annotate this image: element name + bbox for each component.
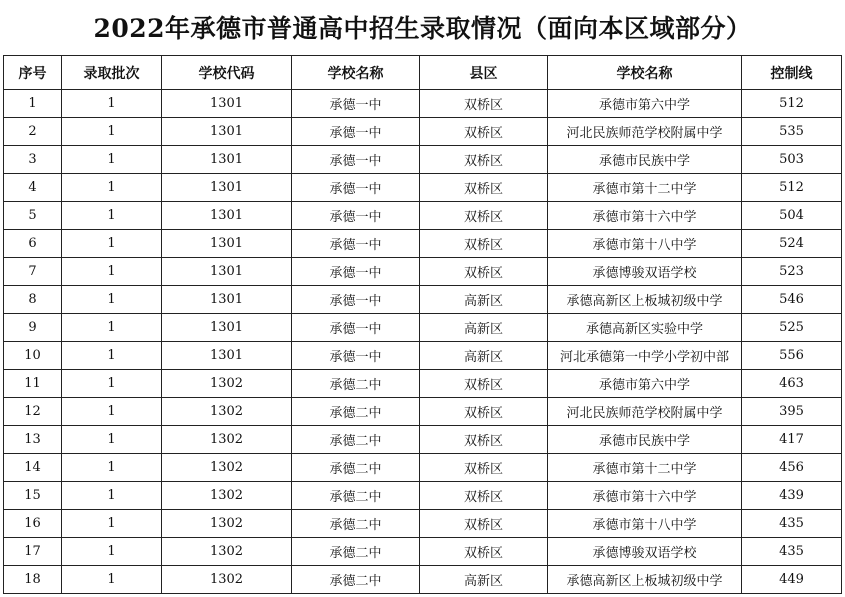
table-row (4, 538, 842, 566)
cell-school-name: 承德二中 (292, 398, 420, 426)
cell-cutoff: 435 (742, 538, 842, 566)
cell-district: 双桥区 (420, 174, 548, 202)
cell-index: 11 (4, 370, 62, 398)
cell-school-code: 1301 (162, 90, 292, 118)
cell-source-school: 河北民族师范学校附属中学 (548, 118, 742, 146)
cell-source-school: 承德博骏双语学校 (548, 538, 742, 566)
cell-cutoff: 504 (742, 202, 842, 230)
cell-source-school: 承德市第十二中学 (548, 454, 742, 482)
cell-district: 双桥区 (420, 202, 548, 230)
table-row (4, 426, 842, 454)
table-row (4, 454, 842, 482)
cell-batch: 1 (62, 90, 162, 118)
cell-batch: 1 (62, 146, 162, 174)
cell-index: 6 (4, 230, 62, 258)
cell-batch: 1 (62, 314, 162, 342)
cell-batch: 1 (62, 454, 162, 482)
cell-school-code: 1301 (162, 286, 292, 314)
cell-cutoff: 535 (742, 118, 842, 146)
cell-school-code: 1301 (162, 146, 292, 174)
cell-school-name: 承德一中 (292, 118, 420, 146)
cell-source-school: 承德市民族中学 (548, 146, 742, 174)
cell-district: 高新区 (420, 286, 548, 314)
cell-batch: 1 (62, 258, 162, 286)
cell-district: 高新区 (420, 566, 548, 594)
cell-index: 17 (4, 538, 62, 566)
cell-index: 5 (4, 202, 62, 230)
cell-batch: 1 (62, 398, 162, 426)
cell-district: 双桥区 (420, 454, 548, 482)
cell-district: 双桥区 (420, 370, 548, 398)
cell-index: 4 (4, 174, 62, 202)
cell-source-school: 承德高新区实验中学 (548, 314, 742, 342)
table-row (4, 398, 842, 426)
cell-district: 双桥区 (420, 118, 548, 146)
header-cell-cutoff: 控制线 (742, 56, 842, 90)
cell-school-code: 1301 (162, 314, 292, 342)
cell-school-name: 承德二中 (292, 426, 420, 454)
cell-cutoff: 417 (742, 426, 842, 454)
cell-cutoff: 523 (742, 258, 842, 286)
cell-batch: 1 (62, 118, 162, 146)
cell-school-name: 承德二中 (292, 538, 420, 566)
cell-cutoff: 525 (742, 314, 842, 342)
table-row (4, 342, 842, 370)
cell-cutoff: 435 (742, 510, 842, 538)
table-row (4, 370, 842, 398)
header-cell-source-school: 学校名称 (548, 56, 742, 90)
cell-index: 3 (4, 146, 62, 174)
cell-source-school: 承德市民族中学 (548, 426, 742, 454)
cell-school-name: 承德二中 (292, 510, 420, 538)
table-row (4, 314, 842, 342)
cell-school-code: 1301 (162, 258, 292, 286)
cell-school-name: 承德二中 (292, 482, 420, 510)
cell-cutoff: 503 (742, 146, 842, 174)
table-row (4, 90, 842, 118)
cell-cutoff: 512 (742, 174, 842, 202)
cell-district: 双桥区 (420, 426, 548, 454)
table-row (4, 566, 842, 594)
cell-source-school: 承德高新区上板城初级中学 (548, 286, 742, 314)
cell-batch: 1 (62, 286, 162, 314)
cell-source-school: 承德高新区上板城初级中学 (548, 566, 742, 594)
cell-source-school: 河北民族师范学校附属中学 (548, 398, 742, 426)
table-row (4, 510, 842, 538)
cell-cutoff: 463 (742, 370, 842, 398)
cell-index: 15 (4, 482, 62, 510)
header-cell-school-name: 学校名称 (292, 56, 420, 90)
cell-school-code: 1301 (162, 202, 292, 230)
cell-batch: 1 (62, 174, 162, 202)
table-row (4, 286, 842, 314)
cell-district: 双桥区 (420, 510, 548, 538)
cell-index: 16 (4, 510, 62, 538)
cell-school-code: 1301 (162, 342, 292, 370)
cell-index: 10 (4, 342, 62, 370)
table-row (4, 258, 842, 286)
cell-school-name: 承德二中 (292, 370, 420, 398)
cell-index: 8 (4, 286, 62, 314)
cell-school-name: 承德一中 (292, 314, 420, 342)
cell-cutoff: 512 (742, 90, 842, 118)
cell-school-code: 1301 (162, 230, 292, 258)
table-row (4, 482, 842, 510)
cell-school-code: 1302 (162, 370, 292, 398)
cell-source-school: 承德市第十二中学 (548, 174, 742, 202)
cell-school-code: 1301 (162, 118, 292, 146)
page-title: 2022年承德市普通高中招生录取情况（面向本区域部分） (93, 14, 752, 43)
cell-source-school: 河北承德第一中学小学初中部 (548, 342, 742, 370)
cell-school-code: 1302 (162, 538, 292, 566)
cell-district: 双桥区 (420, 90, 548, 118)
header-cell-school-code: 学校代码 (162, 56, 292, 90)
cell-school-name: 承德一中 (292, 342, 420, 370)
table-row (4, 230, 842, 258)
cell-index: 14 (4, 454, 62, 482)
table-row (4, 118, 842, 146)
table-row (4, 146, 842, 174)
cell-school-code: 1302 (162, 454, 292, 482)
cell-school-name: 承德一中 (292, 174, 420, 202)
cell-school-name: 承德二中 (292, 454, 420, 482)
cell-source-school: 承德市第六中学 (548, 370, 742, 398)
cell-batch: 1 (62, 510, 162, 538)
cell-batch: 1 (62, 566, 162, 594)
cell-source-school: 承德市第十六中学 (548, 202, 742, 230)
cell-batch: 1 (62, 202, 162, 230)
cell-index: 2 (4, 118, 62, 146)
admission-table (3, 55, 842, 594)
cell-school-name: 承德二中 (292, 566, 420, 594)
header-cell-batch: 录取批次 (62, 56, 162, 90)
cell-batch: 1 (62, 426, 162, 454)
cell-district: 双桥区 (420, 258, 548, 286)
cell-source-school: 承德市第十六中学 (548, 482, 742, 510)
cell-batch: 1 (62, 538, 162, 566)
cell-school-name: 承德一中 (292, 286, 420, 314)
cell-cutoff: 395 (742, 398, 842, 426)
cell-cutoff: 556 (742, 342, 842, 370)
cell-index: 9 (4, 314, 62, 342)
table-row (4, 174, 842, 202)
cell-district: 双桥区 (420, 538, 548, 566)
cell-district: 双桥区 (420, 146, 548, 174)
cell-cutoff: 546 (742, 286, 842, 314)
cell-cutoff: 439 (742, 482, 842, 510)
cell-district: 双桥区 (420, 482, 548, 510)
cell-district: 双桥区 (420, 398, 548, 426)
cell-school-name: 承德一中 (292, 258, 420, 286)
cell-batch: 1 (62, 230, 162, 258)
cell-district: 双桥区 (420, 230, 548, 258)
cell-source-school: 承德博骏双语学校 (548, 258, 742, 286)
cell-source-school: 承德市第六中学 (548, 90, 742, 118)
cell-index: 13 (4, 426, 62, 454)
cell-cutoff: 524 (742, 230, 842, 258)
cell-school-name: 承德一中 (292, 90, 420, 118)
header-cell-district: 县区 (420, 56, 548, 90)
cell-district: 高新区 (420, 314, 548, 342)
cell-cutoff: 456 (742, 454, 842, 482)
cell-school-code: 1302 (162, 426, 292, 454)
cell-source-school: 承德市第十八中学 (548, 510, 742, 538)
cell-cutoff: 449 (742, 566, 842, 594)
cell-index: 1 (4, 90, 62, 118)
cell-school-code: 1302 (162, 482, 292, 510)
header-row (4, 56, 842, 90)
table-row (4, 202, 842, 230)
cell-school-name: 承德一中 (292, 230, 420, 258)
cell-school-code: 1301 (162, 174, 292, 202)
cell-district: 高新区 (420, 342, 548, 370)
cell-index: 18 (4, 566, 62, 594)
table-body (4, 90, 842, 594)
header-cell-index: 序号 (4, 56, 62, 90)
cell-batch: 1 (62, 370, 162, 398)
cell-school-code: 1302 (162, 566, 292, 594)
cell-index: 7 (4, 258, 62, 286)
cell-batch: 1 (62, 482, 162, 510)
cell-school-name: 承德一中 (292, 146, 420, 174)
cell-school-code: 1302 (162, 510, 292, 538)
cell-index: 12 (4, 398, 62, 426)
cell-source-school: 承德市第十八中学 (548, 230, 742, 258)
cell-school-code: 1302 (162, 398, 292, 426)
cell-batch: 1 (62, 342, 162, 370)
cell-school-name: 承德一中 (292, 202, 420, 230)
